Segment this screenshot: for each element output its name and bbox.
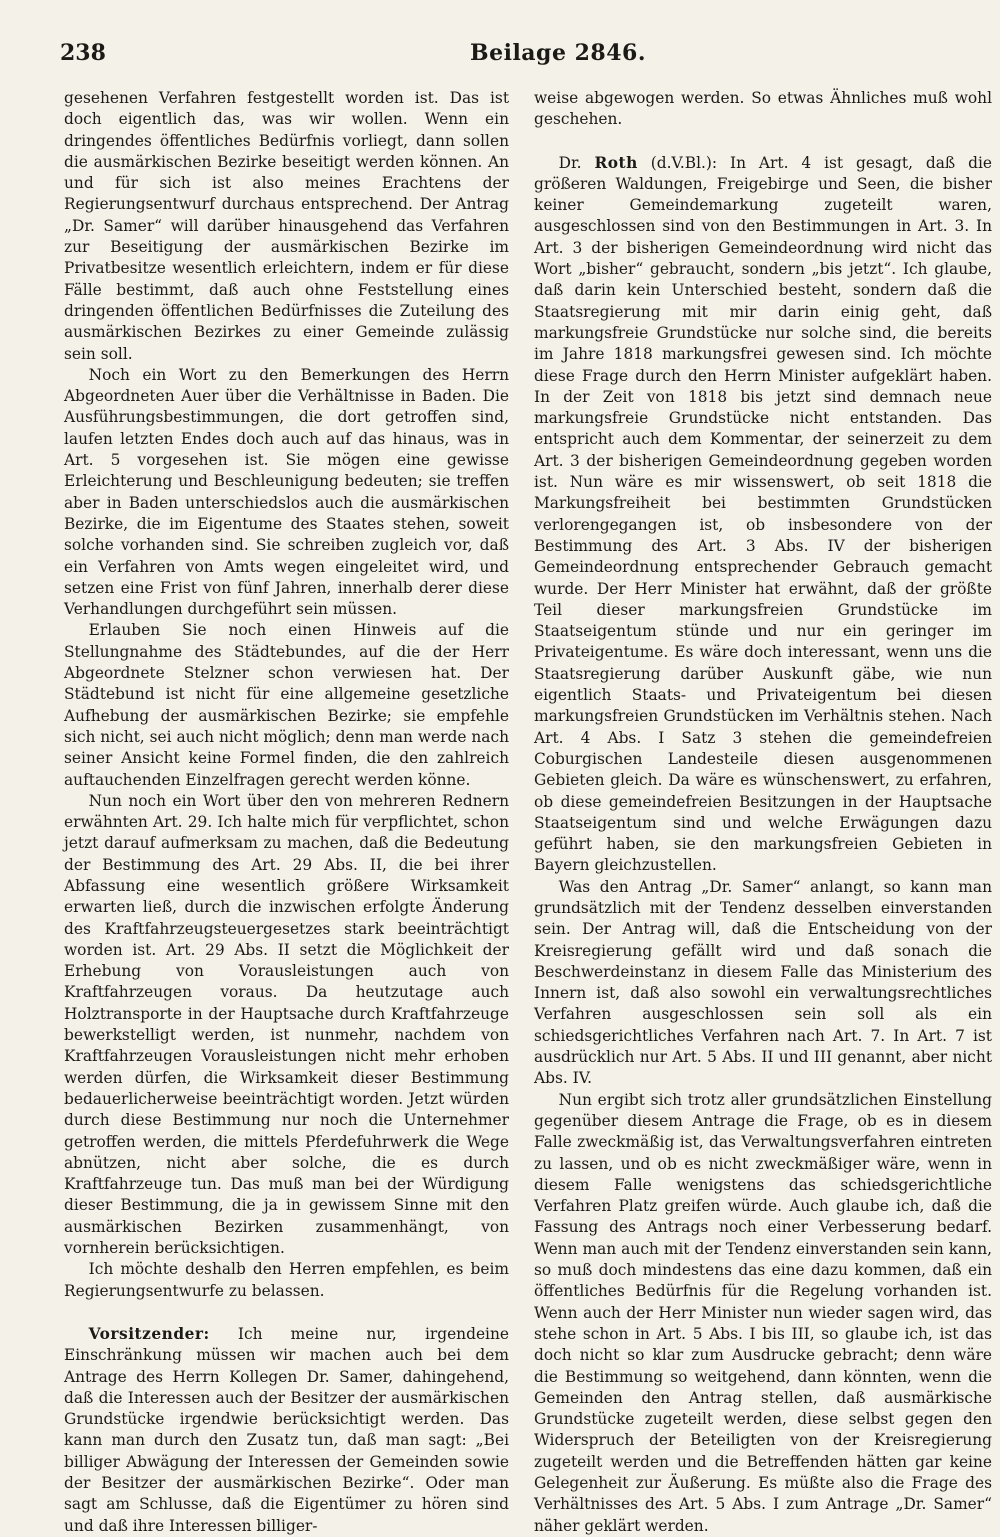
paragraph: Nun ergibt sich trotz aller grundsätzlichen Einstellung gegenüber diesem Antrage die Frage, ob es in diesem Falle zweckmäßig ist, das Verwaltungsverfahren eintreten zu lassen, und ob es nicht zweckmäßiger wäre, wenn in diesem Falle wenigstens das schiedsgerichtliche Verfahren Platz greifen würde. Auch glaube ich, daß die Fassung des Antrags noch einer Verbesserung bedarf. Wenn man auch mit der Tendenz einverstanden sein kann, so muß doch mindestens das eine dazu kommen, daß ein öffentliches Bedürfnis für die Regelung vorhanden ist. Wenn auch der Herr Minister nun wieder sagen wird, das stehe schon in Art. 5 Abs. I bis III, so glaube ich, ist das doch nicht so klar zum Ausdrucke gebracht; denn wäre die Bestimmung so weitgehend, dann könnten, wenn die Gemeinden den Antrag stellen, daß ausmärkische Grundstücke zugeteilt werden, diese selbst gegen den Widerspruch der Beteiligten von der Kreisregierung zugeteilt werden und die Betreffenden hätten gar keine Gelegenheit zur Äußerung. Es müßte also die Frage des Verhältnisses des Art. 5 Abs. I zum Antrage „Dr. Samer“ näher geklärt werden. — [534, 1090, 992, 1535]
speech-text: Ich meine nur, irgendeine Einschränkung müssen wir machen auch bei dem Antrage des Herrn Kollegen Dr. Samer, dahingehend, daß die Interessen auch der Besitzer der ausmärkischen Grundstücke irgendwie berücksichtigt werden. Das kann man durch den Zusatz tun, daß man sagt: „Bei billiger Abwägung der Interessen der Gemeinden sowie der Besitzer der ausmärkischen Bezirke“. Oder man sagt am Schlusse, daß die Eigentümer zu hören sind und daß ihre Interessen billiger- — [64, 1324, 509, 1535]
left-column — [64, 88, 509, 1537]
right-column — [534, 88, 992, 1537]
paragraph: Ich möchte deshalb den Herren empfehlen, es beim Regierungsentwurfe zu belassen. — [64, 1260, 509, 1300]
speaker-paragraph — [534, 153, 992, 877]
speaker-paragraph — [64, 1324, 509, 1537]
paragraph: Erlauben Sie noch einen Hinweis auf die Stellungnahme des Städtebundes, auf die der Herr Abgeordnete Stelzner schon verwiesen hat. Der Städtebund ist nicht für eine allgemeine gesetzliche Aufhebung der ausmärkischen Bezirke; sie empfehle sich nicht, sei auch nicht möglich; denn man werde nach seiner Ansicht keine Formel finden, die den zahlreich auftauchenden Einzelfragen gerecht werden könne. — [64, 621, 509, 789]
speaker-title: Dr. — [558, 153, 595, 172]
paragraph: Nun noch ein Wort über den von mehreren Rednern erwähnten Art. 29. Ich halte mich für verpflichtet, schon jetzt darauf aufmerksam zu machen, daß die Bedeutung der Bestimmung des Art. 29 Abs. II, die bei ihrer Abfassung eine wesentlich größere Wirksamkeit erwarten ließ, durch die inzwischen erfolgte Änderung des Kraftfahrzeugsteuergesetzes stark beeinträchtigt worden ist. Art. 29 Abs. II setzt die Möglichkeit der Erhebung von Vorausleistungen auch von Kraftfahrzeugen voraus. Da heutzutage auch Holztransporte in der Hauptsache durch Kraftfahrzeuge bewerkstelligt werden, ist nunmehr, nachdem von Kraftfahrzeugen Vorausleistungen nicht mehr erhoben werden dürfen, die Wirksamkeit dieser Bestimmung bedauerlicherweise beeinträchtigt worden. Jetzt würden durch diese Bestimmung nur noch die Unternehmer getroffen werden, die mittels Pferdefuhrwerk die Wege abnützen, nicht aber solche, die es durch Kraftfahrzeuge tun. Das muß man bei der Würdigung dieser Bestimmung, die ja in gewissem Sinne mit den ausmärkischen Bezirken zusammenhängt, von vornherein berücksichtigen. — [64, 791, 509, 1258]
paragraph: Noch ein Wort zu den Bemerkungen des Herrn Abgeordneten Auer über die Verhältnisse in Baden. Die Ausführungsbestimmungen, die dort getroffen sind, laufen letzten Endes doch auch auf das hinaus, was in Art. 5 vorgesehen ist. Sie mögen eine gewisse Erleichterung und Beschleunigung bedeuten; sie treffen aber in Baden unterschiedslos auch die ausmärkischen Bezirke, die im Eigentume des Staates stehen, soweit solche vorhanden sind. Sie schreiben zugleich vor, daß ein Verfahren von Amts wegen eingeleitet wird, und setzen eine Frist von fünf Jahren, innerhalb derer diese Verhandlungen durchgeführt sein müssen. — [64, 365, 509, 619]
speaker-name: Vorsitzender: — [88, 1324, 210, 1343]
speech-text: (d.V.Bl.): In Art. 4 ist gesagt, daß die größeren Waldungen, Freigebirge und Seen, die bisher keiner Gemeindemarkung zugeteilt waren, ausgeschlossen sind von den Bestimmungen in Art. 3. In Art. 3 der bisherigen Gemeindeordnung wird nicht das Wort „bisher“ gebraucht, sondern „bis jetzt“. Ich glaube, daß darin kein Unterschied besteht, sondern daß die Staatsregierung mit mir darin einig geht, daß markungsfreie Grundstücke nur solche sind, die bereits im Jahre 1818 markungsfrei gewesen sind. Ich möchte diese Frage durch den Herrn Minister aufgeklärt haben. In der Zeit von 1818 bis jetzt sind demnach neue markungsfreie Grundstücke nicht entstanden. Das entspricht auch dem Kommentar, der seinerzeit zu dem Art. 3 der bisherigen Gemeindeordnung gegeben worden ist. Nun wäre es mir wissenswert, ob seit 1818 die Markungsfreiheit bei bestimmten Grundstücken verlorengegangen ist, ob insbesondere von der Bestimmung des Art. 3 Abs. IV der bisherigen Gemeindeordnung entsprechender Gebrauch gemacht wurde. Der Herr Minister hat erwähnt, daß der größte Teil dieser markungsfreien Grundstücke im Staatseigentum stünde und nur ein geringer im Privateigentume. Es wäre doch interessant, wenn uns die Staatsregierung darüber Auskunft gäbe, wie nun eigentlich Staats- und Privateigentum bei diesen markungsfreien Grundstücken im Verhältnis stehen. Nach Art. 4 Abs. I Satz 3 stehen die gemeindefreien Coburgischen Landesteile diesen ausgenommenen Gebieten gleich. Da wäre es wünschenswert, zu erfahren, ob diese gemeindefreien Besitzungen in der Hauptsache Staatseigentum sind und welche Erwägungen dazu geführt haben, sie den markungsfreien Gebieten in Bayern gleichzustellen. — [534, 153, 992, 875]
speaker-name: Roth — [594, 153, 638, 172]
paragraph: gesehenen Verfahren festgestellt worden ist. Das ist doch eigentlich das, was wir wollen. Wenn ein dringendes öffentliches Bedürfnis vorliegt, dann sollen die ausmärkischen Bezirke beseitigt werden können. An und für sich ist also meines Erachtens der Regierungsentwurf durchaus entsprechend. Der Antrag „Dr. Samer“ will darüber hinausgehend das Verfahren zur Beseitigung der ausmärkischen Bezirke im Privatbesitze wesentlich erleichtern, indem er für diese Fälle bestimmt, daß auch ohne Feststellung eines dringenden öffentlichen Bedürfnisses die Zuteilung des ausmärkischen Bezirkes zu einer Gemeinde zulässig sein soll. — [64, 89, 509, 363]
page-number: 238 — [60, 40, 106, 66]
page-header — [60, 40, 980, 80]
paragraph: Was den Antrag „Dr. Samer“ anlangt, so kann man grundsätzlich mit der Tendenz desselben einverstanden sein. Der Antrag will, daß die Entscheidung von der Kreisregierung gefällt wird und daß sonach die Beschwerdeinstanz in diesem Falle das Ministerium des Innern ist, daß also sowohl ein verwaltungsrechtliches Verfahren ausgeschlossen sein soll als ein schiedsgerichtliches Verfahren nach Art. 7. In Art. 7 ist ausdrücklich nur Art. 5 Abs. II und III genannt, aber nicht Abs. IV. — [534, 877, 992, 1088]
running-head: Beilage 2846. — [470, 40, 646, 66]
paragraph: weise abgewogen werden. So etwas Ähnliches muß wohl geschehen. — [534, 89, 992, 129]
